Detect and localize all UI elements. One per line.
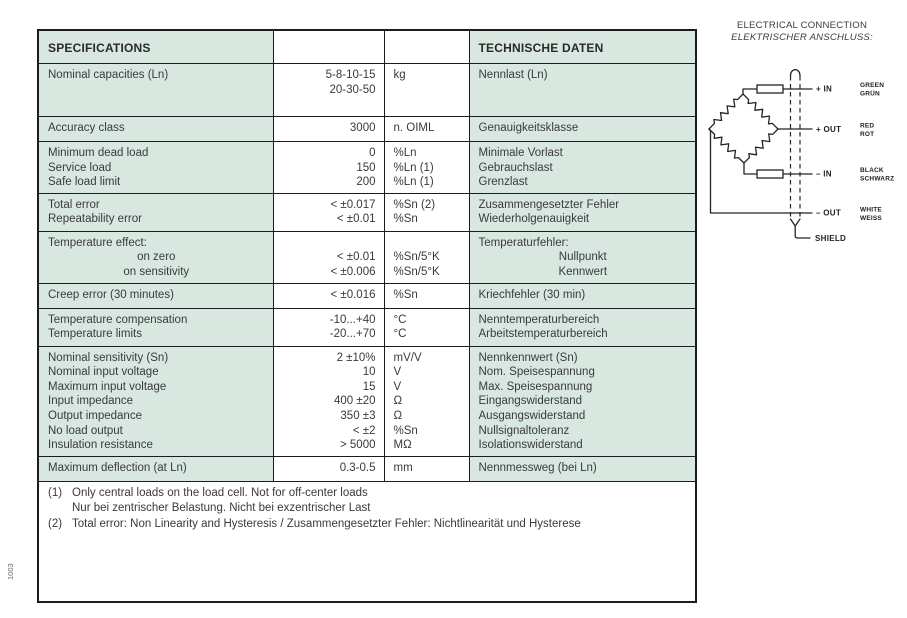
spec-line: 400 ±20 [334, 395, 376, 408]
spec-line: %Ln [393, 147, 417, 159]
spec-line: %Ln (1) [393, 161, 434, 174]
terminal-label-plus-out: + OUT [816, 125, 842, 134]
spec-cell-val [273, 142, 384, 194]
spec-line: -10...+40 [329, 313, 376, 326]
spec-cell-en [38, 456, 273, 481]
spec-line: Max. Speisespannung [478, 380, 593, 393]
spec-line: Isolationswiderstand [478, 439, 583, 452]
spec-line: Temperaturfehler: [478, 236, 569, 249]
resistor-zigzag [709, 129, 744, 163]
spec-line: on sensitivity [123, 265, 190, 278]
spec-line: 3000 [349, 122, 376, 134]
footnotes-cell [38, 481, 696, 602]
spec-line: Total error [48, 198, 100, 211]
table-header-empty-unit [384, 30, 469, 64]
spec-row [38, 231, 696, 283]
spec-line: mm [393, 461, 413, 474]
wire-color-green: GREEN [860, 82, 885, 89]
resistor-zigzag [743, 94, 778, 129]
spec-line: 0 [369, 147, 376, 159]
spec-line: V [393, 380, 402, 393]
spec-line: Arbeitstemperaturbereich [478, 328, 608, 341]
compensation-resistor [757, 170, 783, 178]
spec-row [38, 193, 696, 231]
spec-line: Kriechfehler (30 min) [478, 288, 586, 301]
spec-line: %Sn/5°K [393, 251, 440, 264]
spec-line: Nullsignaltoleranz [478, 424, 570, 437]
spec-line: °C [393, 328, 407, 341]
spec-line: 5-8-10-15 [325, 69, 376, 81]
shield-tail [795, 226, 810, 238]
footnote-1-text-en: Only central loads on the load cell. Not for off-center loads [72, 486, 368, 499]
bridge-circuit-diagram [700, 55, 907, 250]
spec-line: Ausgangswiderstand [478, 409, 586, 422]
spec-cell-unit [384, 193, 469, 231]
spec-line: Nominal capacities (Ln) [48, 69, 169, 81]
spec-cell-val [273, 308, 384, 346]
spec-line: on zero [137, 251, 176, 264]
spec-line: Creep error (30 minutes) [48, 288, 174, 301]
spec-line: Nullpunkt [558, 251, 607, 264]
spec-cell-val [273, 117, 384, 142]
spec-line: Nennkennwert (Sn) [478, 351, 578, 364]
spec-line: Zusammengesetzter Fehler [478, 198, 620, 211]
specifications-table [37, 29, 697, 603]
spec-cell-unit [384, 283, 469, 308]
wire-plus-in [743, 89, 757, 94]
spec-line: V [393, 366, 402, 379]
spec-line: No load output [48, 424, 123, 437]
spec-row [38, 456, 696, 481]
spec-line: °C [393, 313, 407, 326]
terminal-label-minus-in: – IN [816, 169, 832, 179]
spec-cell-en [38, 64, 273, 117]
spec-cell-unit [384, 456, 469, 481]
spec-cell-de [469, 283, 696, 308]
table-header-empty-value [273, 30, 384, 64]
spec-line: %Ln (1) [393, 176, 434, 189]
wire-color-white: WHITE [860, 206, 882, 214]
spec-cell-de [469, 231, 696, 283]
spec-line: < ±0.01 [336, 251, 376, 264]
spec-line: Grenzlast [478, 176, 528, 189]
spec-row [38, 346, 696, 456]
spec-line [394, 236, 461, 251]
spec-cell-val [273, 231, 384, 283]
spec-cell-de [469, 64, 696, 117]
spec-cell-unit [384, 346, 469, 456]
footnote-2-text: Total error: Non Linearity and Hysteresis / Zusammengesetzter Fehler: Nichtlinearität und Hysterese [72, 517, 581, 530]
spec-line: 0.3-0.5 [339, 461, 376, 474]
spec-line: n. OIML [393, 122, 435, 134]
footnote-1-line-1 [48, 486, 687, 502]
spec-line: < ±0.006 [330, 265, 376, 278]
spec-line: mV/V [393, 351, 422, 364]
resistor-zigzag [709, 94, 743, 129]
spec-line: Kennwert [558, 265, 608, 278]
resistor-zigzag [744, 129, 778, 163]
spec-line: Temperature limits [48, 328, 142, 341]
diagram-title-de: ELEKTRISCHER ANSCHLUSS: [731, 32, 873, 43]
footnote-2-line-1 [48, 517, 687, 533]
wire-color-red: RED [860, 122, 875, 130]
wire-color-schwarz: SCHWARZ [860, 175, 895, 183]
spec-line: Maximum input voltage [48, 380, 167, 393]
spec-row [38, 308, 696, 346]
terminal-label-minus-out: – OUT [816, 208, 842, 218]
spec-line: Ω [393, 409, 403, 422]
footnote-1-marker: (1) [48, 486, 63, 499]
table-header-specifications: SPECIFICATIONS [38, 30, 273, 64]
cable-shield-funnel [791, 219, 801, 226]
spec-cell-en [38, 283, 273, 308]
table-header-technische-daten: TECHNISCHE DATEN [469, 30, 696, 64]
spec-line: > 5000 [340, 439, 376, 452]
spec-line: kg [393, 69, 406, 81]
spec-line: < ±0.016 [330, 288, 376, 301]
spec-line: Insulation resistance [48, 439, 153, 452]
compensation-resistor [757, 85, 783, 93]
spec-line: Repeatability error [48, 213, 142, 226]
spec-line: Maximum deflection (at Ln) [48, 461, 187, 474]
spec-line: Eingangswiderstand [478, 395, 583, 408]
spec-line: Nennlast (Ln) [478, 69, 548, 81]
diagram-title-en: ELECTRICAL CONNECTION [736, 20, 868, 31]
spec-cell-de [469, 346, 696, 456]
spec-cell-en [38, 193, 273, 231]
spec-line: 350 ±3 [340, 409, 376, 422]
wire-minus-in [744, 163, 757, 174]
wire-color-gruen: GRÜN [860, 90, 880, 98]
spec-line: Safe load limit [48, 176, 121, 189]
spec-line: Nennmessweg (bei Ln) [478, 461, 597, 474]
footnote-1-line-2 [48, 501, 687, 517]
spec-line: Service load [48, 161, 112, 174]
spec-cell-unit [384, 308, 469, 346]
spec-line: Temperature compensation [48, 313, 188, 326]
spec-cell-de [469, 142, 696, 194]
spec-line: %Sn [393, 424, 418, 437]
spec-cell-unit [384, 64, 469, 117]
diagram-title [702, 20, 902, 44]
spec-cell-unit [384, 231, 469, 283]
spec-line: Gebrauchslast [478, 161, 553, 174]
spec-line: Accuracy class [48, 122, 125, 134]
footnote-2-marker: (2) [48, 517, 63, 530]
spec-line: Nominal sensitivity (Sn) [48, 351, 169, 364]
spec-cell-val [273, 193, 384, 231]
spec-cell-val [273, 456, 384, 481]
spec-cell-en [38, 308, 273, 346]
spec-cell-de [469, 193, 696, 231]
spec-row [38, 117, 696, 142]
spec-cell-val [273, 346, 384, 456]
spec-line: Input impedance [48, 395, 134, 408]
page-side-code: 1003 [6, 563, 15, 580]
spec-line: 20-30-50 [329, 83, 376, 96]
spec-line: %Sn (2) [393, 198, 436, 211]
spec-line: < ±0.017 [330, 198, 376, 211]
spec-cell-en [38, 117, 273, 142]
spec-line: %Sn [393, 213, 418, 226]
spec-line: Genauigkeitsklasse [478, 122, 579, 134]
spec-line: 10 [362, 366, 376, 379]
spec-line: < ±2 [352, 424, 376, 437]
spec-line [283, 236, 376, 251]
table-header-row [38, 30, 696, 64]
spec-line: Minimale Vorlast [478, 147, 563, 159]
spec-line: Nom. Speisespannung [478, 366, 595, 379]
spec-line: 150 [356, 161, 376, 174]
spec-cell-de [469, 456, 696, 481]
spec-line: Output impedance [48, 409, 142, 422]
spec-line: 15 [362, 380, 376, 393]
spec-row [38, 142, 696, 194]
spec-cell-val [273, 283, 384, 308]
spec-line: Temperature effect: [48, 236, 147, 249]
terminal-label-shield: SHIELD [815, 234, 847, 243]
spec-line: Ω [393, 395, 403, 408]
spec-cell-unit [384, 142, 469, 194]
spec-line: < ±0.01 [336, 213, 376, 226]
spec-row [38, 283, 696, 308]
spec-cell-en [38, 142, 273, 194]
spec-line: %Sn/5°K [393, 265, 440, 278]
spec-line: Minimum dead load [48, 147, 149, 159]
spec-line: MΩ [393, 439, 412, 452]
cable-shield-top-arc [791, 70, 801, 76]
spec-cell-unit [384, 117, 469, 142]
wire-color-weiss: WEISS [860, 215, 882, 222]
spec-cell-de [469, 117, 696, 142]
spec-cell-en [38, 346, 273, 456]
spec-line: Nenntemperaturbereich [478, 313, 600, 326]
spec-line: Wiederholgenauigkeit [478, 213, 590, 226]
spec-line: 200 [356, 176, 376, 189]
spec-cell-en [38, 231, 273, 283]
spec-cell-val [273, 64, 384, 117]
footnotes-row [38, 481, 696, 602]
spec-cell-de [469, 308, 696, 346]
spec-line: -20...+70 [329, 328, 376, 341]
footnote-1-text-de: Nur bei zentrischer Belastung. Nicht bei exzentrischer Last [72, 502, 371, 515]
wire-color-black: BLACK [860, 167, 884, 174]
wire-color-rot: ROT [860, 131, 875, 138]
terminal-label-plus-in: + IN [816, 84, 833, 94]
spec-line: %Sn [393, 288, 418, 301]
spec-row [38, 64, 696, 117]
spec-line: 2 ±10% [336, 351, 376, 364]
spec-line: Nominal input voltage [48, 366, 159, 379]
